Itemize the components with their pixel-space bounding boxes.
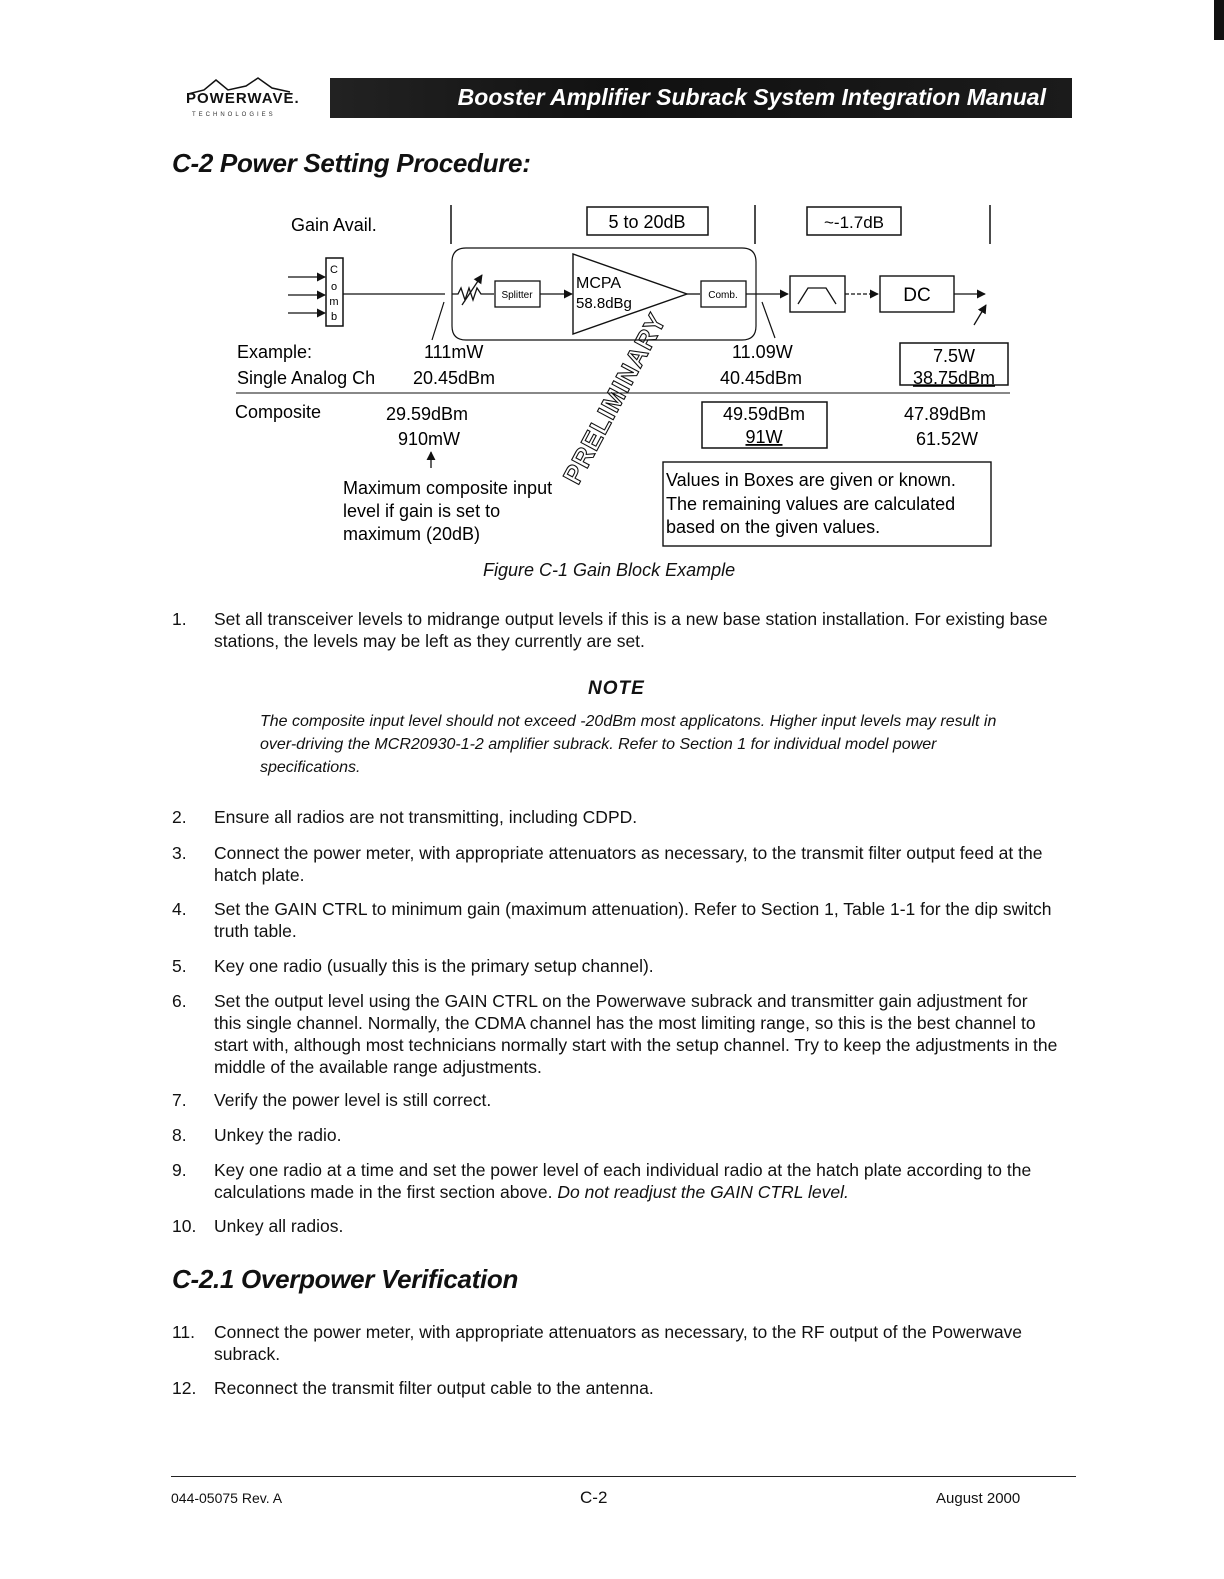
step-number: 2. — [172, 807, 187, 827]
step-number: 7. — [172, 1090, 187, 1110]
legend-line: The remaining values are calculated — [666, 494, 956, 514]
preliminary-watermark: PRELIMINARY — [556, 307, 673, 489]
mcpa-composite-w: 91W — [745, 427, 783, 447]
step-text-main: Key one radio at a time and set the power level of each individual radio at the hatch plate according to the calculations made in the first section above. — [214, 1160, 1032, 1202]
note-text: The composite input level should not exceed -20dBm most applicatons. Higher input levels may result in over-driving the MCR20930-1-2 amplifier subrack. Refer to Section 1 for individual model power specifications. — [260, 713, 997, 776]
step-number: 9. — [172, 1160, 187, 1180]
max-input-note-line: maximum (20dB) — [343, 524, 481, 544]
composite-label: Composite — [235, 402, 322, 422]
output-single-dbm: 38.75dBm — [912, 368, 996, 388]
step-number: 10. — [172, 1216, 197, 1236]
logo-subtext: TECHNOLOGIES — [192, 112, 276, 118]
comb-letter: C — [330, 264, 338, 276]
page-number: C-2 — [580, 1488, 608, 1507]
document-date: August 2000 — [936, 1490, 1021, 1507]
step-number: 4. — [172, 899, 187, 919]
figure-caption: Figure C-1 Gain Block Example — [483, 560, 736, 580]
mcpa-single-dbm: 40.45dBm — [720, 368, 803, 388]
step-text: Set the GAIN CTRL to minimum gain (maximum attenuation). Refer to Section 1, Table 1-1 for the dip switch truth table. — [214, 899, 1052, 941]
gain-block-diagram — [0, 0, 1224, 560]
pointer-line — [432, 302, 444, 340]
step-number: 6. — [172, 991, 187, 1011]
legend-line: Values in Boxes are given or known. — [666, 470, 956, 490]
footer-rule — [171, 1476, 1076, 1477]
section-heading-c21: C-2.1 Overpower Verification — [172, 1264, 519, 1294]
loss-value: ~-1.7dB — [823, 213, 885, 232]
output-composite-w: 61.52W — [916, 429, 979, 449]
mcpa-single-w: 11.09W — [732, 342, 793, 362]
step-number: 8. — [172, 1125, 187, 1145]
step-text: Key one radio (usually this is the primary setup channel). — [214, 956, 654, 976]
step-text: Connect the power meter, with appropriate attenuators as necessary, to the transmit filter output feed at the hatch plate. — [214, 843, 1043, 885]
step-text — [214, 1159, 1059, 1203]
step-text: Verify the power level is still correct. — [214, 1090, 492, 1110]
measurement-point-arrow — [974, 305, 986, 325]
pointer-line — [762, 302, 775, 338]
manual-title: Booster Amplifier Subrack System Integration Manual — [457, 84, 1046, 110]
step-text: Ensure all radios are not transmitting, including CDPD. — [214, 807, 638, 827]
combiner-label: Comb. — [708, 290, 738, 301]
mcpa-gain: 58.8dBg — [576, 295, 632, 312]
gain-avail-label: Gain Avail. — [291, 215, 377, 235]
section-heading-c2: C-2 Power Setting Procedure: — [172, 148, 531, 178]
legend-line: based on the given values. — [666, 517, 881, 537]
comb-letter: o — [330, 281, 338, 293]
step-text: Unkey all radios. — [214, 1216, 344, 1236]
attenuator-icon — [452, 288, 494, 300]
max-input-note-line: level if gain is set to — [343, 501, 501, 521]
step-text: Unkey the radio. — [214, 1125, 342, 1145]
document-number: 044-05075 Rev. A — [171, 1490, 283, 1506]
mcpa-label: MCPA — [576, 275, 622, 292]
output-composite-dbm: 47.89dBm — [904, 404, 987, 424]
step-number: 1. — [172, 609, 187, 629]
note-heading: NOTE — [588, 678, 645, 699]
step-text: Connect the power meter, with appropriate attenuators as necessary, to the RF output of the Powerwave subrack. — [214, 1322, 1023, 1364]
step-text: Reconnect the transmit filter output cable to the antenna. — [214, 1378, 654, 1398]
step-text: Set all transceiver levels to midrange output levels if this is a new base station installation. For existing base stations, the levels may be left as they currently are set. — [214, 609, 1048, 651]
comb-letter: b — [330, 311, 338, 323]
list-item — [172, 608, 1052, 652]
bandpass-icon — [798, 288, 836, 304]
dc-label: DC — [903, 285, 931, 306]
step-number: 5. — [172, 956, 187, 976]
step-text-emphasis: Do not readjust the GAIN CTRL level. — [557, 1182, 849, 1202]
step-text: Set the output level using the GAIN CTRL on the Powerwave subrack and transmitter gain adjustment for this single channel. Normally, the CDMA channel has the most limiting range, so this is the best channel to start with, although most technicians normally start with the setup channel. Try to keep the adjustments in the middle of the available range adjustments. — [214, 991, 1058, 1077]
logo-wordmark: POWERWAVE. — [186, 90, 300, 107]
splitter-label: Splitter — [501, 290, 533, 301]
max-input-note-line: Maximum composite input — [343, 478, 553, 498]
mcpa-composite-dbm: 49.59dBm — [722, 404, 806, 424]
input-composite-dbm: 29.59dBm — [386, 404, 469, 424]
output-single-w: 7.5W — [932, 346, 976, 366]
single-channel-label: Single Analog Ch — [237, 368, 376, 388]
example-label: Example: — [237, 342, 313, 362]
comb-letter: m — [329, 296, 339, 308]
step-number: 11. — [172, 1322, 196, 1342]
input-composite-mw: 910mW — [398, 429, 461, 449]
input-single-dbm: 20.45dBm — [413, 368, 496, 388]
filter-box — [790, 276, 845, 312]
step-number: 12. — [172, 1378, 197, 1398]
input-single-mw: 111mW — [424, 342, 484, 362]
step-number: 3. — [172, 843, 187, 863]
gain-range-value: 5 to 20dB — [608, 212, 686, 232]
